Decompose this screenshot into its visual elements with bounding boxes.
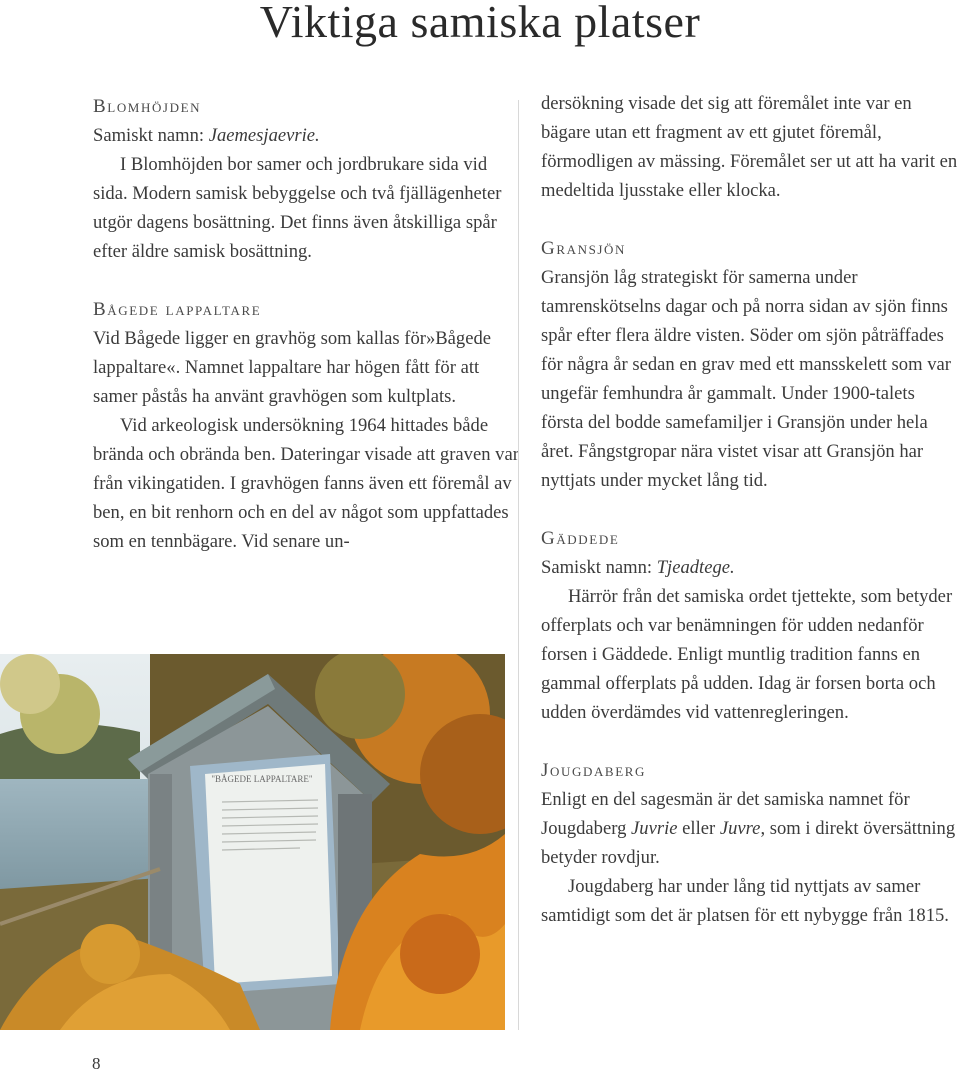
- heading-jougdaberg: Jougdaberg: [541, 760, 647, 781]
- paragraph-jougdaberg-2: Jougdaberg har under lång tid nyttjats av samer samtidigt som det är platsen för ett nybygge från 1815.: [541, 876, 949, 926]
- heading-gaddede: Gäddede: [541, 528, 620, 549]
- paragraph-bagede-2: Vid arkeologisk undersökning 1964 hittades både brända och obrända ben. Dateringar visade att graven var från vikingatiden. I gravhögen fanns även ett föremål av ben, en bit renhorn och en del av något som uppfattades som en tennbägare. Vid senare un-: [93, 415, 519, 552]
- photo-illustration: [0, 654, 505, 1030]
- right-column: [541, 89, 960, 930]
- paragraph-gaddede: Härrör från det samiska ordet tjettekte, som betyder offerplats och var benämningen för udden nedanför forsen i Gäddede. Enligt muntlig tradition fanns en gammal offerplats på udden. Idag är forsen borta och udden överdämdes vid vattenregleringen.: [541, 586, 953, 723]
- italic-name: Juvrie: [631, 818, 678, 839]
- heading-bagede: Bågede lappaltare: [93, 299, 262, 320]
- photo-sign: [0, 654, 505, 1030]
- page-title: Viktiga samiska platser: [259, 0, 701, 47]
- heading-gransjon: Gransjön: [541, 238, 627, 259]
- sami-name-value: Jaemesjaevrie.: [208, 125, 320, 146]
- paragraph-jougdaberg-1: [541, 785, 960, 872]
- text-run: , som i direkt översättning betyder rovdjur.: [541, 818, 956, 868]
- sami-name-prefix: Samiskt namn:: [541, 557, 657, 578]
- text-run: eller: [677, 818, 720, 839]
- heading-blomhojden: Blomhöjden: [93, 96, 202, 117]
- sami-name-prefix: Samiskt namn:: [93, 125, 209, 146]
- page-number: 8: [92, 1054, 101, 1073]
- paragraph-bagede-1: Vid Bågede ligger en gravhög som kallas för»Bågede lappaltare«. Namnet lappaltare har högen fått för att samer påstås ha använt gravhögen som kultplats.: [93, 328, 492, 407]
- text-run: Enligt en del sagesmän är det samiska namnet för Jougdaberg: [541, 789, 910, 839]
- left-column: [93, 92, 523, 556]
- paragraph-gransjon: Gransjön låg strategiskt för samerna under tamrenskötselns dagar och på norra sidan av sjön finns spår efter flera äldre visten. Söder om sjön påträffades för några år sedan en grav med ett mansskelett som var ungefär femhundra år gammalt. Under 1900-talets första del bodde samefamiljer i Gransjön under hela året. Fångstgropar nära vistet visar att Gransjön har nyttjats under mycket lång tid.: [541, 267, 951, 491]
- sami-name-gaddede: [541, 553, 960, 582]
- sign-title: "BÅGEDE LAPPALTARE": [211, 774, 313, 784]
- sami-name-blomhojden: [93, 121, 523, 150]
- italic-name: Juvre: [719, 818, 761, 839]
- paragraph-continued: dersökning visade det sig att föremålet inte var en bägare utan ett fragment av ett gjutet föremål, förmodligen av mässing. Föremålet ser ut att ha varit en medeltida ljusstake eller klocka.: [541, 93, 958, 201]
- paragraph-blomhojden: I Blomhöjden bor samer och jordbrukare sida vid sida. Modern samisk bebyggelse och två fjällägenheter utgör dagens bosättning. Det finns även åtskilliga spår efter äldre samisk bosättning.: [93, 154, 502, 262]
- column-divider: [518, 100, 519, 1030]
- sami-name-value: Tjeadtege.: [656, 557, 735, 578]
